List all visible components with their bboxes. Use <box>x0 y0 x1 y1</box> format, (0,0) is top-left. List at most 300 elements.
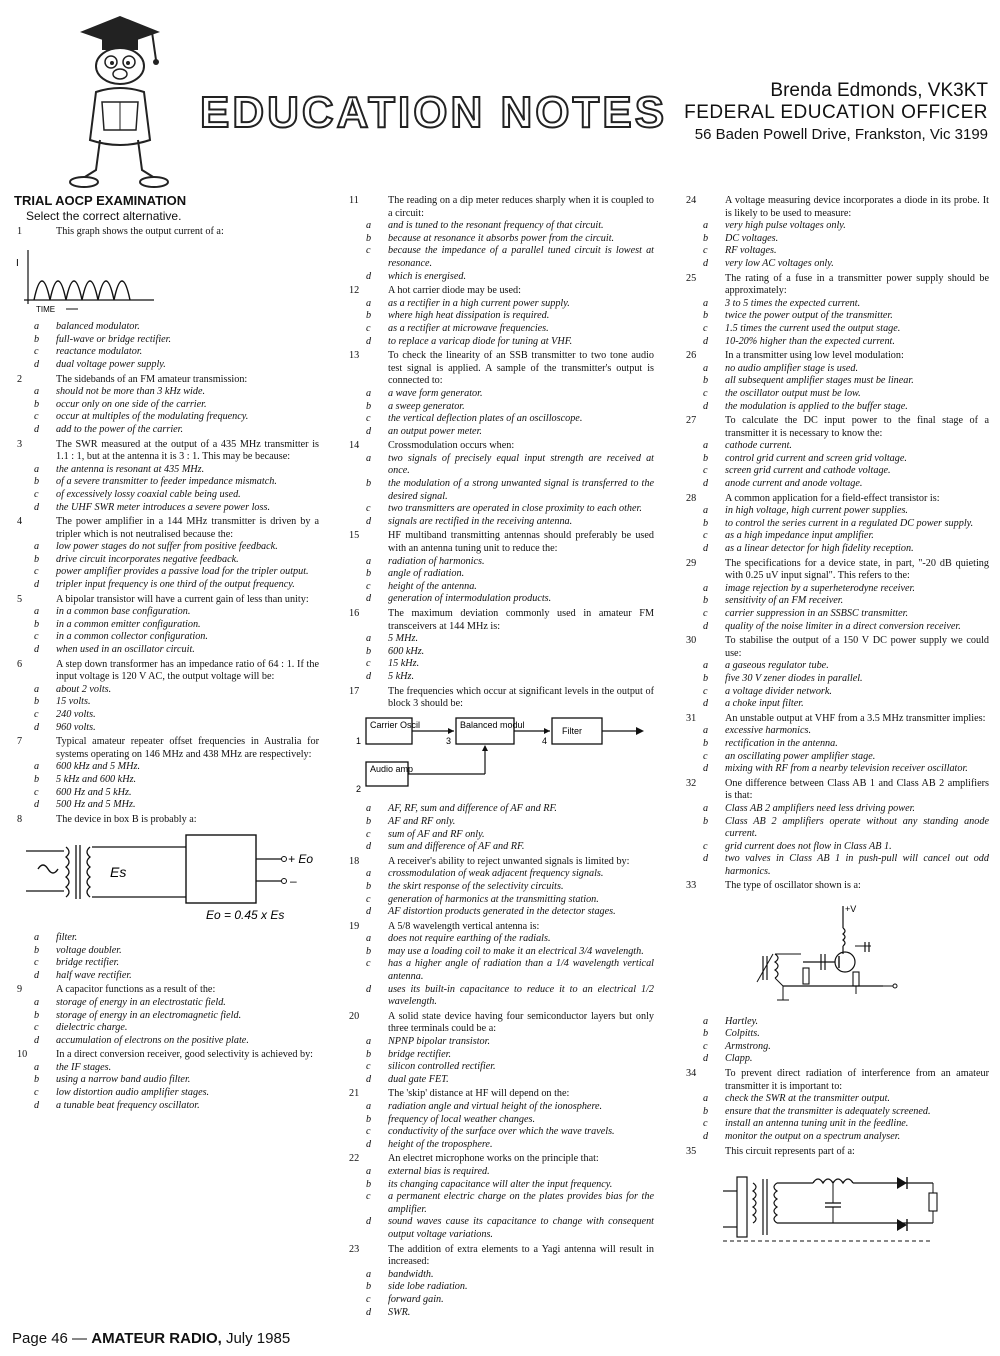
option-letter: a <box>366 1268 372 1280</box>
option-text: Armstrong. <box>725 1040 771 1052</box>
option-text: in a common emitter configuration. <box>56 618 201 630</box>
option-a <box>346 1036 654 1049</box>
option-text: reactance modulator. <box>56 346 143 358</box>
option-letter: b <box>703 232 709 244</box>
author-address: 56 Baden Powell Drive, Frankston, Vic 3199 <box>694 126 988 143</box>
option-text: storage of energy in an electromagnetic field. <box>56 1009 242 1021</box>
option-text: rectification in the antenna. <box>725 737 838 749</box>
question-text: A step down transformer has an impedance ratio of 64 : 1. If the input voltage is 120 V AC, the output voltage will be: <box>56 658 319 683</box>
column-1 <box>14 193 319 1112</box>
option-d <box>14 799 319 812</box>
option-text: does not require earthing of the radials. <box>388 933 551 945</box>
option-letter: c <box>366 580 371 592</box>
option-a <box>346 868 654 881</box>
option-letter: d <box>34 969 40 981</box>
option-b <box>346 401 654 414</box>
question-11 <box>346 195 654 220</box>
option-text: and is tuned to the resonant frequency of that circuit. <box>388 220 604 232</box>
option-text: the UHF SWR meter introduces a severe power loss. <box>56 501 270 513</box>
option-text: ensure that the transmitter is adequately screened. <box>725 1105 931 1117</box>
option-text: 10-20% higher than the expected current. <box>725 335 895 347</box>
option-text: 960 volts. <box>56 721 96 733</box>
option-letter: b <box>703 672 709 684</box>
option-text: to control the series current in a regulated DC power supply. <box>725 517 974 529</box>
option-d <box>346 593 654 606</box>
block-balanced-modul: Balanced modul <box>460 719 525 730</box>
option-letter: c <box>366 1126 371 1138</box>
option-letter: a <box>703 505 709 517</box>
option-b <box>346 478 654 503</box>
option-text: 600 kHz and 5 MHz. <box>56 761 141 773</box>
option-text: dual voltage power supply. <box>56 358 166 370</box>
question-text: The power amplifier in a 144 MHz transmitter is driven by a tripler which is not neutralised because the: <box>56 516 319 540</box>
footer-date: July 1985 <box>221 1330 291 1347</box>
option-letter: b <box>366 945 372 957</box>
option-letter: d <box>34 1034 40 1046</box>
option-c <box>14 957 319 970</box>
option-text: about 2 volts. <box>56 683 112 695</box>
option-text: 600 kHz. <box>388 645 425 657</box>
option-b <box>683 310 989 323</box>
option-text: the antenna is resonant at 435 MHz. <box>56 463 205 475</box>
option-a <box>346 388 654 401</box>
option-text: occur only on one side of the carrier. <box>56 398 207 410</box>
section-instruction: Select the correct alternative. <box>26 209 182 223</box>
question-number: 20 <box>349 1010 360 1022</box>
question-number: 5 <box>17 593 23 605</box>
option-letter: d <box>703 763 709 775</box>
option-text: 1.5 times the current used the output stage. <box>725 322 901 334</box>
question-19 <box>346 921 654 934</box>
option-text: radiation of harmonics. <box>388 555 485 567</box>
option-d <box>346 1074 654 1087</box>
option-letter: a <box>34 996 40 1008</box>
option-c <box>683 686 989 699</box>
question-number: 11 <box>349 195 359 206</box>
question-number: 33 <box>686 880 697 892</box>
option-text: an output power meter. <box>388 425 482 437</box>
block-audio-amp: Audio amp <box>370 763 414 774</box>
option-a <box>14 932 319 945</box>
option-text: bridge rectifier. <box>388 1048 451 1060</box>
option-a <box>14 684 319 697</box>
question-22 <box>346 1153 654 1166</box>
option-letter: d <box>366 841 372 853</box>
option-text: anode current and anode voltage. <box>725 478 863 490</box>
question-16 <box>346 608 654 633</box>
option-b <box>346 946 654 959</box>
option-letter: a <box>703 802 709 814</box>
option-b <box>683 375 989 388</box>
option-a <box>683 298 989 311</box>
option-letter: c <box>34 488 39 500</box>
option-b <box>683 595 989 608</box>
option-a <box>346 298 654 311</box>
option-letter: b <box>34 944 40 956</box>
option-d <box>346 984 654 1009</box>
option-text: power amplifier provides a passive load for the tripler output. <box>56 566 309 578</box>
option-text: should not be more than 3 kHz wide. <box>56 386 206 398</box>
question-12 <box>346 285 654 298</box>
option-letter: c <box>703 245 708 257</box>
option-c <box>346 658 654 671</box>
option-letter: b <box>366 400 372 412</box>
option-text: in a common base configuration. <box>56 606 191 618</box>
option-b <box>346 1179 654 1192</box>
question-number: 15 <box>349 530 360 542</box>
option-text: 3 to 5 times the expected current. <box>725 297 861 309</box>
question-20 <box>346 1011 654 1036</box>
question-number: 25 <box>686 272 697 284</box>
option-b <box>346 646 654 659</box>
option-letter: b <box>366 1178 372 1190</box>
option-letter: c <box>366 1061 371 1073</box>
question-text: A capacitor functions as a result of the: <box>56 984 216 996</box>
option-text: 600 Hz and 5 kHz. <box>56 786 132 798</box>
option-letter: a <box>34 931 40 943</box>
option-letter: b <box>366 310 372 322</box>
option-letter: a <box>703 660 709 672</box>
option-a <box>14 761 319 774</box>
question-text: The device in box B is probably a: <box>56 813 197 825</box>
option-letter: d <box>366 670 372 682</box>
option-d <box>683 1131 989 1144</box>
option-text: tripler input frequency is one third of the output frequency. <box>56 579 295 591</box>
option-letter: b <box>703 517 709 529</box>
option-letter: b <box>366 1113 372 1125</box>
option-text: conductivity of the surface over which the wave travels. <box>388 1126 615 1138</box>
option-b <box>14 619 319 632</box>
question-text: One difference between Class AB 1 and Class AB 2 amplifiers is that: <box>725 777 989 802</box>
option-d <box>683 543 989 556</box>
option-c <box>346 829 654 842</box>
option-c <box>683 1041 989 1054</box>
option-b <box>14 554 319 567</box>
option-letter: d <box>366 515 372 527</box>
option-letter: b <box>34 773 40 785</box>
option-text: 240 volts. <box>56 709 96 720</box>
question-text: This graph shows the output current of a: <box>56 226 224 237</box>
option-letter: c <box>703 322 708 334</box>
question-number: 1 <box>17 226 23 237</box>
question-text: A solid state device having four semiconductor layers but only three terminals could be a: <box>388 1010 654 1035</box>
option-d <box>346 1139 654 1152</box>
option-c <box>683 841 989 854</box>
option-letter: b <box>703 1105 709 1117</box>
option-letter: d <box>703 698 709 710</box>
option-letter: a <box>366 803 372 815</box>
question-text: To calculate the DC input power to the final stage of a transmitter it is necessary to know the: <box>725 415 989 439</box>
option-text: sound waves cause its capacitance to change with consequent output voltage variations. <box>388 1216 654 1240</box>
option-letter: c <box>366 958 371 970</box>
option-letter: a <box>703 1093 709 1105</box>
option-d <box>14 359 319 372</box>
option-a <box>346 1101 654 1114</box>
question-number: 8 <box>17 813 23 825</box>
option-letter: d <box>34 1099 40 1111</box>
option-b <box>346 1049 654 1062</box>
option-a <box>14 464 319 477</box>
option-a <box>683 1093 989 1106</box>
option-c <box>14 566 319 579</box>
question-number: 32 <box>686 777 697 789</box>
box-equation: Eo = 0.45 x Es <box>206 908 285 923</box>
question-4 <box>14 516 319 541</box>
option-letter: a <box>703 362 709 374</box>
question-text: A hot carrier diode may be used: <box>388 285 521 297</box>
question-number: 12 <box>349 285 360 297</box>
block-diagram <box>346 714 646 796</box>
option-letter: b <box>366 880 372 892</box>
option-text: half wave rectifier. <box>56 969 132 981</box>
option-text: twice the power output of the transmitter. <box>725 310 893 322</box>
option-text: radiation angle and virtual height of the ionosphere. <box>388 1101 603 1112</box>
option-b <box>346 1281 654 1294</box>
option-a <box>14 997 319 1010</box>
option-a <box>14 1062 319 1075</box>
question-2 <box>14 374 319 387</box>
question-9 <box>14 984 319 997</box>
option-b <box>346 881 654 894</box>
option-letter: d <box>366 1216 372 1228</box>
option-d <box>346 426 654 439</box>
option-letter: b <box>34 696 40 708</box>
option-text: where high heat dissipation is required. <box>388 310 550 322</box>
option-letter: d <box>34 423 40 435</box>
option-text: as a linear detector for high fidelity reception. <box>725 543 914 555</box>
option-text: Hartley. <box>725 1015 759 1027</box>
option-letter: d <box>366 1306 372 1318</box>
option-letter: c <box>703 530 708 542</box>
question-text: The reading on a dip meter reduces sharply when it is coupled to a circuit: <box>388 195 654 219</box>
option-text: sum of AF and RF only. <box>388 828 485 840</box>
option-c <box>14 1022 319 1035</box>
question-number: 30 <box>686 635 697 647</box>
option-d <box>14 722 319 735</box>
question-text: In a transmitter using low level modulation: <box>725 350 904 362</box>
question-number: 34 <box>686 1068 697 1080</box>
option-letter: d <box>34 721 40 733</box>
option-letter: a <box>34 386 40 398</box>
questions-col-1 <box>14 226 319 1112</box>
option-b <box>683 1028 989 1041</box>
option-a <box>683 363 989 376</box>
option-text: a wave form generator. <box>388 387 483 399</box>
question-text: The rating of a fuse in a transmitter power supply should be approximately: <box>725 272 989 297</box>
option-b <box>14 399 319 412</box>
question-21 <box>346 1088 654 1101</box>
option-text: mixing with RF from a nearby television receiver oscillator. <box>725 763 968 775</box>
question-14 <box>346 440 654 453</box>
option-letter: b <box>366 232 372 244</box>
option-b <box>346 816 654 829</box>
option-letter: a <box>703 1015 709 1027</box>
questions-col-3 <box>683 195 989 1258</box>
footer-magazine: AMATEUR RADIO, <box>91 1330 222 1347</box>
option-letter: a <box>366 555 372 567</box>
option-text: AF distortion products generated in the detector stages. <box>388 906 616 918</box>
option-text: generation of harmonics at the transmitting station. <box>388 893 599 905</box>
option-d <box>683 258 989 271</box>
question-text: HF multiband transmitting antennas should preferably be used with an antenna tuning unit to reduce the: <box>388 530 654 555</box>
option-a <box>346 220 654 233</box>
option-letter: b <box>34 476 40 488</box>
option-d <box>683 853 989 878</box>
option-letter: d <box>366 1138 372 1150</box>
question-number: 35 <box>686 1145 697 1157</box>
option-d <box>14 502 319 515</box>
question-number: 13 <box>349 350 360 362</box>
option-text: forward gain. <box>388 1293 444 1305</box>
option-text: side lobe radiation. <box>388 1281 468 1293</box>
option-d <box>683 1053 989 1066</box>
option-d <box>683 336 989 349</box>
option-text: bridge rectifier. <box>56 957 119 969</box>
option-text: voltage doubler. <box>56 944 122 956</box>
option-b <box>14 334 319 347</box>
option-letter: a <box>703 725 709 737</box>
option-letter: b <box>366 645 372 657</box>
option-text: low distortion audio amplifier stages. <box>56 1087 210 1099</box>
option-text: SWR. <box>388 1306 411 1318</box>
option-letter: b <box>366 815 372 827</box>
option-letter: c <box>34 709 39 720</box>
question-33 <box>683 880 989 893</box>
option-text: monitor the output on a spectrum analyser. <box>725 1131 901 1142</box>
option-text: storage of energy in an electrostatic field. <box>56 996 226 1008</box>
question-text: An unstable output at VHF from a 3.5 MHz transmitter implies: <box>725 712 986 724</box>
option-text: the IF stages. <box>56 1061 112 1073</box>
option-letter: b <box>703 595 709 607</box>
question-text: The 'skip' distance at HF will depend on the: <box>388 1088 570 1100</box>
option-letter: c <box>703 387 708 399</box>
option-d <box>14 644 319 657</box>
option-text: in a common collector configuration. <box>56 631 208 643</box>
option-d <box>346 1307 654 1320</box>
option-c <box>346 503 654 516</box>
box-input-label: Es <box>110 864 127 881</box>
question-number: 26 <box>686 350 697 362</box>
question-text: The maximum deviation commonly used in amateur FM transceivers at 144 MHz is: <box>388 608 654 632</box>
option-letter: a <box>366 220 372 232</box>
question-7 <box>14 736 319 761</box>
option-a <box>346 1269 654 1282</box>
option-letter: a <box>366 1036 372 1048</box>
question-text: A voltage measuring device incorporates a diode in its probe. It is likely to be used to measure: <box>725 195 989 219</box>
option-letter: a <box>703 440 709 452</box>
option-d <box>346 271 654 284</box>
option-text: crossmodulation of weak adjacent frequency signals. <box>388 868 604 880</box>
option-a <box>346 453 654 478</box>
option-b <box>683 233 989 246</box>
option-b <box>683 1106 989 1119</box>
option-b <box>683 453 989 466</box>
option-text: as a rectifier in a high current power supply. <box>388 297 570 309</box>
option-letter: c <box>366 503 371 515</box>
page-title: EDUCATION NOTES <box>200 88 668 137</box>
option-text: in high voltage, high current power supplies. <box>725 505 908 517</box>
question-text: To prevent direct radiation of interference from an amateur transmitter it is important to: <box>725 1068 989 1092</box>
question-number: 2 <box>17 373 23 385</box>
figure-q35 <box>683 1161 989 1258</box>
question-number: 7 <box>17 736 23 748</box>
option-text: when used in an oscillator circuit. <box>56 644 195 656</box>
question-28 <box>683 493 989 506</box>
option-text: as a rectifier at microwave frequencies. <box>388 322 549 334</box>
option-letter: d <box>703 1053 709 1065</box>
option-letter: c <box>366 245 371 257</box>
option-b <box>346 568 654 581</box>
option-c <box>683 245 989 258</box>
option-text: Clapp. <box>725 1053 753 1065</box>
option-b <box>346 233 654 246</box>
option-letter: c <box>34 1087 39 1099</box>
option-c <box>683 1118 989 1131</box>
option-c <box>683 465 989 478</box>
option-c <box>683 608 989 621</box>
option-text: very low AC voltages only. <box>725 257 834 269</box>
question-text: A common application for a field-effect transistor is: <box>725 492 940 504</box>
option-d <box>683 698 989 711</box>
option-text: AF, RF, sum and difference of AF and RF. <box>388 803 557 815</box>
question-number: 21 <box>349 1088 360 1100</box>
option-text: an oscillating power amplifier stage. <box>725 750 876 762</box>
option-text: which is energised. <box>388 270 466 282</box>
question-35 <box>683 1146 989 1159</box>
option-text: excessive harmonics. <box>725 725 811 737</box>
question-number: 3 <box>17 438 23 450</box>
question-10 <box>14 1049 319 1062</box>
question-text: The type of oscillator shown is a: <box>725 880 861 892</box>
option-b <box>14 696 319 709</box>
author-position: FEDERAL EDUCATION OFFICER <box>684 102 988 123</box>
option-letter: c <box>703 1040 708 1052</box>
figure-q1 <box>14 242 319 319</box>
option-letter: a <box>34 683 40 695</box>
option-text: of a severe transmitter to feeder impedance mismatch. <box>56 476 277 488</box>
option-text: 15 kHz. <box>388 658 420 670</box>
question-text: A 5/8 wavelength vertical antenna is: <box>388 920 540 932</box>
question-number: 18 <box>349 855 360 867</box>
option-letter: d <box>703 257 709 269</box>
option-c <box>14 489 319 502</box>
option-text: 5 kHz and 600 kHz. <box>56 773 137 785</box>
option-d <box>346 906 654 919</box>
option-b <box>683 673 989 686</box>
option-c <box>683 323 989 336</box>
option-text: to replace a varicap diode for tuning at VHF. <box>388 335 573 347</box>
option-text: check the SWR at the transmitter output. <box>725 1093 890 1105</box>
option-d <box>346 841 654 854</box>
option-letter: d <box>34 799 40 811</box>
question-24 <box>683 195 989 220</box>
option-text: control grid current and screen grid voltage. <box>725 452 907 464</box>
option-text: DC voltages. <box>725 232 779 244</box>
option-text: a choke input filter. <box>725 698 804 710</box>
question-25 <box>683 273 989 298</box>
option-c <box>14 709 319 722</box>
page-header <box>0 0 1000 190</box>
box-b-circuit <box>14 829 319 924</box>
question-number: 6 <box>17 658 23 670</box>
question-text: The SWR measured at the output of a 435 MHz transmitter is 1.1 : 1, but at the antenna it is 3 : 1. This may be because: <box>56 438 319 463</box>
option-d <box>683 621 989 634</box>
option-letter: a <box>366 452 372 464</box>
question-text: A receiver's ability to reject unwanted signals is limited by: <box>388 855 630 867</box>
option-text: the vertical deflection plates of an oscilloscope. <box>388 413 583 425</box>
question-text: This circuit represents part of a: <box>725 1145 855 1157</box>
option-b <box>683 816 989 841</box>
